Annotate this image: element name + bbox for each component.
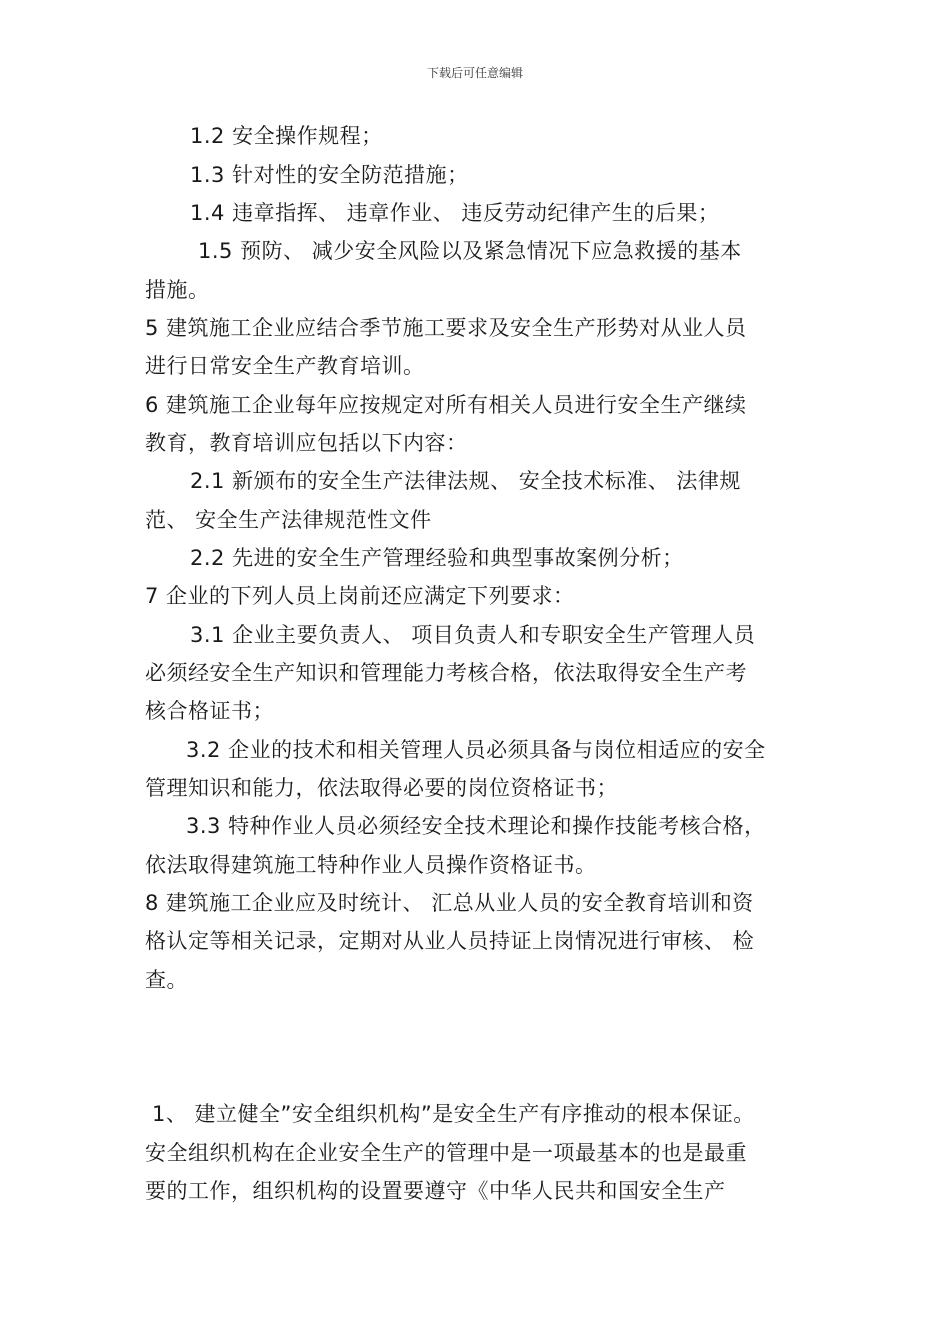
text-line: 3.1 企业主要负责人、 项目负责人和专职安全生产管理人员 [190,623,756,647]
text-line: 1.4 违章指挥、 违章作业、 违反劳动纪律产生的后果； [190,201,720,225]
text-line: 7 企业的下列人员上岗前还应满定下列要求： [145,584,575,608]
text-line: 格认定等相关记录，定期对从业人员持证上岗情况进行审核、 检 [145,929,755,953]
text-line: 1.2 安全操作规程； [190,124,383,148]
text-line: 进行日常安全生产教育培训。 [145,354,425,378]
text-line: 范、 安全生产法律规范性文件 [145,508,432,532]
text-line: 3.2 企业的技术和相关管理人员必须具备与岗位相适应的安全 [186,738,766,762]
text-line: 1、 建立健全”安全组织机构”是安全生产有序推动的根本保证。 [152,1102,755,1126]
text-line: 2.2 先进的安全生产管理经验和典型事故案例分析； [190,546,684,570]
text-line: 3.3 特种作业人员必须经安全技术理论和操作技能考核合格， [186,814,766,838]
text-line: 管理知识和能力，依法取得必要的岗位资格证书； [145,776,618,800]
text-line: 措施。 [145,278,210,302]
text-line: 安全组织机构在企业安全生产的管理中是一项最基本的也是最重 [145,1141,747,1165]
text-line: 核合格证书； [145,699,274,723]
text-line: 查。 [145,968,188,992]
text-line: 必须经安全生产知识和管理能力考核合格，依法取得安全生产考 [145,661,747,685]
text-line: 1.3 针对性的安全防范措施； [190,163,469,187]
text-line: 8 建筑施工企业应及时统计、 汇总从业人员的安全教育培训和资 [145,891,754,915]
text-line: 依法取得建筑施工特种作业人员操作资格证书。 [145,853,597,877]
text-line: 教育，教育培训应包括以下内容： [145,431,468,455]
text-line: 6 建筑施工企业每年应按规定对所有相关人员进行安全生产继续 [145,393,747,417]
text-line: 1.5 预防、 减少安全风险以及紧急情况下应急救援的基本 [198,239,742,263]
text-line: 要的工作，组织机构的设置要遵守《中华人民共和国安全生产 [145,1179,726,1203]
page-header: 下载后可任意编辑 [426,66,523,80]
text-line: 2.1 新颁布的安全生产法律法规、 安全技术标准、 法律规 [190,469,741,493]
text-line: 5 建筑施工企业应结合季节施工要求及安全生产形势对从业人员 [145,316,747,340]
